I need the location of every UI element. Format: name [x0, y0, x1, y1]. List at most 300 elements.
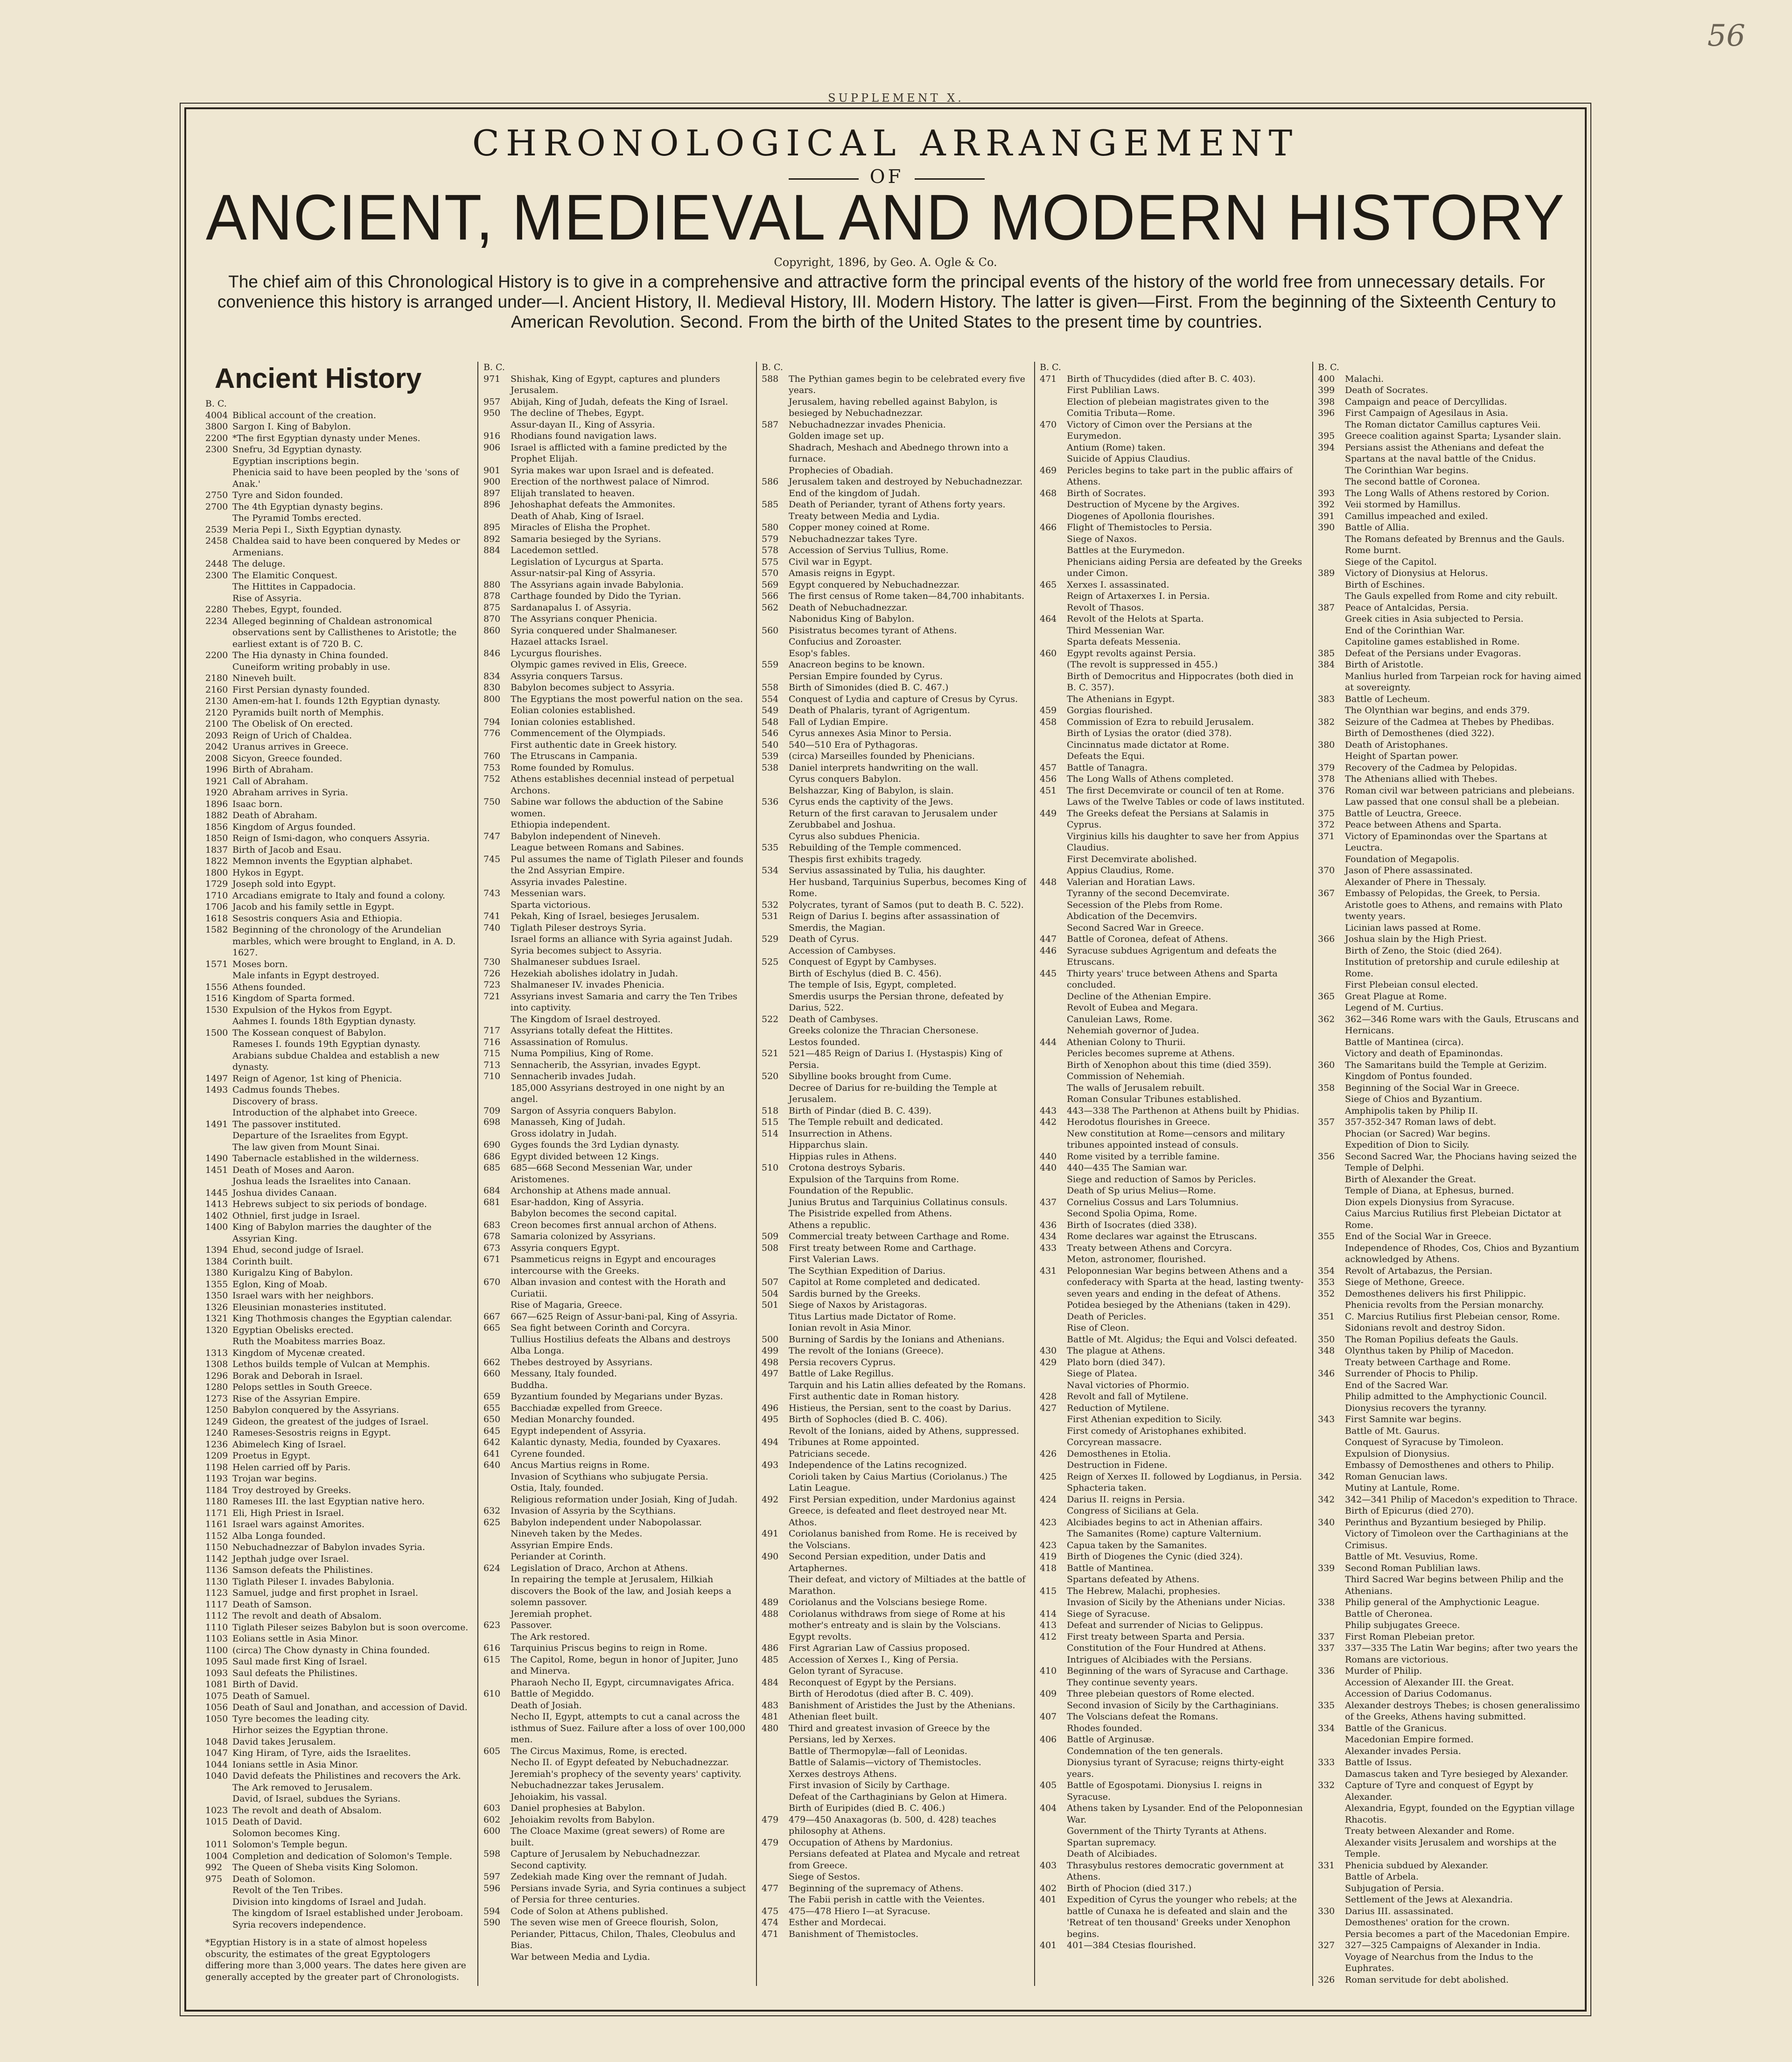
entry-text: Condemnation of the ten generals.: [1067, 1746, 1223, 1756]
entry-year: [1318, 1917, 1345, 1929]
timeline-entry: [483, 568, 749, 579]
entry-year: [483, 1380, 511, 1391]
entry-year: 2300: [205, 570, 228, 581]
entry-text: Lycurgus flourishes.: [511, 648, 602, 659]
entry-year: 683: [483, 1220, 501, 1230]
timeline-entry: [1040, 1459, 1305, 1471]
entry-year: 538: [762, 762, 779, 773]
entry-text: First Publilian Laws.: [1067, 385, 1160, 395]
entry-year: 1921: [205, 776, 228, 786]
entry-year: [1318, 1094, 1345, 1105]
entry-text: End of the Sacred War.: [1345, 1380, 1449, 1390]
entry-year: [1318, 1208, 1345, 1231]
entry-text: Death of Aristophanes.: [1345, 739, 1448, 750]
entry-year: 1056: [205, 1702, 228, 1712]
entry-year: [762, 979, 789, 991]
entry-text: Junius Brutus and Tarquinius Collatinus consuls.: [789, 1197, 1008, 1207]
timeline-entry: [483, 1037, 749, 1048]
entry-year: [1040, 671, 1067, 694]
timeline-entry: [1040, 1094, 1305, 1105]
entry-text: 443—338 The Parthenon at Athens built by Phidias.: [1067, 1105, 1300, 1116]
entry-year: [1040, 1437, 1067, 1448]
timeline-entry: [483, 1116, 749, 1128]
entry-text: Pekah, King of Israel, besieges Jerusalem.: [511, 911, 700, 921]
entry-text: The Elamitic Conquest.: [232, 570, 338, 581]
timeline-entry: [1040, 1242, 1305, 1254]
entry-year: 1044: [205, 1759, 228, 1770]
entry-text: Sennacherib invades Judah.: [511, 1071, 636, 1081]
timeline-entry: [1040, 373, 1305, 385]
entry-year: 489: [762, 1597, 779, 1607]
timeline-entry: [1040, 1231, 1305, 1242]
entry-text: Israel wars with her neighbors.: [232, 1291, 374, 1301]
entry-year: 520: [762, 1071, 779, 1081]
entry-text: The Volscians defeat the Romans.: [1067, 1711, 1218, 1722]
entry-text: Thespis first exhibits tragedy.: [789, 854, 922, 864]
entry-text: Herodotus flourishes in Greece.: [1067, 1117, 1211, 1127]
entry-text: Eli, High Priest in Israel.: [232, 1508, 344, 1518]
entry-year: [762, 1471, 789, 1494]
entry-year: 1150: [205, 1542, 228, 1552]
entry-text: First Agrarian Law of Cassius proposed.: [789, 1643, 970, 1653]
entry-year: [205, 661, 232, 673]
entry-year: 884: [483, 545, 501, 555]
entry-text: Revolt of the Helots at Sparta.: [1067, 614, 1204, 624]
entry-text: Birth of Epicurus (died 270).: [1345, 1506, 1474, 1516]
timeline-entry: [762, 1437, 1027, 1448]
timeline-entry: [1040, 453, 1305, 465]
timeline-entry: [762, 1265, 1027, 1277]
entry-year: 1240: [205, 1428, 228, 1438]
entry-year: 458: [1040, 716, 1057, 727]
entry-text: Battle of Megiddo.: [511, 1689, 594, 1699]
entry-text: Sennacherib, the Assyrian, invades Egypt.: [511, 1059, 701, 1070]
entry-text: Death of David.: [232, 1817, 302, 1827]
entry-text: The Roman dictator Camillus captures Veii.: [1345, 419, 1541, 430]
entry-text: Revolt of Thasos.: [1067, 602, 1144, 613]
entry-year: 404: [1040, 1803, 1057, 1813]
timeline-entry: [483, 1917, 749, 1951]
entry-year: 660: [483, 1368, 501, 1379]
entry-text: The Greeks defeat the Persians at Salamis in Cyprus.: [1067, 808, 1269, 830]
entry-year: 662: [483, 1357, 501, 1368]
entry-text: Rhodes founded.: [1067, 1723, 1142, 1733]
entry-year: 385: [1318, 648, 1335, 659]
entry-text: The revolt of the Ionians (Greece).: [789, 1346, 944, 1356]
entry-year: 1040: [205, 1771, 228, 1781]
entry-year: [762, 488, 789, 499]
entry-text: Pericles begins to take part in the public affairs of Athens.: [1067, 465, 1293, 487]
entry-year: [483, 1791, 511, 1803]
timeline-entry: [483, 716, 749, 728]
entry-text: Alexander invades Persia.: [1345, 1746, 1461, 1756]
entry-year: [1040, 511, 1067, 522]
entry-year: 1413: [205, 1199, 228, 1209]
entry-text: Death of Saul and Jonathan, and accession of David.: [232, 1702, 468, 1712]
entry-text: Capitoline games established in Rome.: [1345, 637, 1520, 647]
entry-year: [762, 1174, 789, 1185]
entry-text: Death of Phalaris, tyrant of Agrigentum.: [789, 705, 970, 715]
entry-text: Division into kingdoms of Israel and Judah.: [232, 1896, 427, 1907]
entry-year: [762, 1871, 789, 1883]
entry-text: Treaty between Media and Lydia.: [789, 511, 940, 521]
entry-text: Periander at Corinth.: [511, 1551, 606, 1562]
entry-text: Siege and reduction of Samos by Pericles.: [1067, 1174, 1256, 1185]
timeline-entry: [762, 1357, 1027, 1368]
entry-year: [1040, 1048, 1067, 1059]
timeline-entry: [205, 1599, 470, 1611]
entry-text: Tullius Hostilius defeats the Albans and destroys Alba Longa.: [511, 1334, 731, 1356]
timeline-entry: [1318, 385, 1583, 396]
entry-year: 1451: [205, 1164, 228, 1175]
entry-text: Carthage founded by Dido the Tyrian.: [511, 591, 681, 601]
entry-year: 1837: [205, 844, 228, 855]
entry-text: Samson defeats the Philistines.: [232, 1565, 373, 1575]
entry-text: Nebuchadnezzar of Babylon invades Syria.: [232, 1542, 425, 1552]
entry-year: [1318, 1174, 1345, 1185]
column-entries: [205, 410, 470, 1931]
timeline-entry: [1040, 511, 1305, 522]
entry-text: Manlius hurled from Tarpeian rock for having aimed at sovereignty.: [1345, 671, 1582, 693]
entry-year: [1318, 1688, 1345, 1700]
timeline-entry: [483, 1814, 749, 1826]
timeline-entry: [205, 1439, 470, 1451]
entry-text: Capture of Jerusalem by Nebuchadnezzar.: [511, 1849, 700, 1859]
timeline-entry: [1318, 476, 1583, 488]
timeline-entry: [1040, 1345, 1305, 1357]
entry-text: Samaria colonized by Assyrians.: [511, 1231, 656, 1241]
entry-text: Golden image set up.: [789, 431, 884, 441]
entry-year: 548: [762, 716, 779, 727]
entry-year: [1318, 1197, 1345, 1208]
entry-text: Defeat of the Carthaginians by Gelon at Himera.: [789, 1791, 1007, 1802]
timeline-entry: [1318, 1620, 1583, 1631]
entry-text: 185,000 Assyrians destroyed in one night by an angel.: [511, 1082, 725, 1104]
entry-text: Pisistratus becomes tyrant of Athens.: [789, 625, 957, 636]
entry-text: Rise of Magaria, Greece.: [511, 1300, 623, 1310]
entry-year: 1516: [205, 993, 228, 1003]
entry-year: 358: [1318, 1082, 1335, 1093]
entry-year: [1318, 877, 1345, 888]
entry-year: [1040, 1700, 1067, 1711]
entry-text: Assyrians totally defeat the Hittites.: [511, 1025, 673, 1036]
timeline-entry: [205, 1496, 470, 1508]
entry-text: Joshua slain by the High Priest.: [1345, 934, 1487, 944]
entry-year: [1318, 1448, 1345, 1460]
entry-text: Coriolanus banished from Rome. He is received by the Volscians.: [789, 1529, 1017, 1550]
timeline-entry: [205, 1896, 470, 1908]
entry-text: Jerusalem, having rebelled against Babylon, is besieged by Nebuchadnezzar.: [789, 396, 998, 418]
entry-text: Jeremiah prophet.: [511, 1608, 592, 1619]
entry-text: Ethiopia independent.: [511, 820, 610, 830]
timeline-entry: [205, 673, 470, 684]
entry-text: David, of Israel, subdues the Syrians.: [232, 1794, 401, 1804]
entry-text: The Capitol, Rome, begun in honor of Jupiter, Juno and Minerva.: [511, 1654, 738, 1676]
entry-year: [205, 1782, 232, 1794]
entry-year: 510: [762, 1163, 779, 1173]
timeline-entry: [205, 1587, 470, 1599]
timeline-entry: [483, 773, 749, 796]
entry-year: [1318, 1734, 1345, 1746]
timeline-entry: [762, 1654, 1027, 1666]
entry-year: [205, 1016, 232, 1027]
entry-year: 437: [1040, 1197, 1057, 1207]
timeline-entry: [205, 730, 470, 742]
entry-text: Bacchiadæ expelled from Greece.: [511, 1403, 663, 1413]
timeline-entry: [762, 1025, 1027, 1037]
timeline-entry: [1040, 419, 1305, 442]
entry-text: Death of Abraham.: [232, 810, 318, 821]
entry-text: Independence of Rhodes, Cos, Chios and Byzantium acknowledged by Athens.: [1345, 1242, 1579, 1264]
entry-text: The Romans defeated by Brennus and the Gauls. Rome burnt.: [1345, 533, 1565, 555]
timeline-entry: [762, 625, 1027, 637]
entry-year: 559: [762, 659, 779, 670]
entry-year: [205, 1725, 232, 1736]
timeline-entry: [1040, 590, 1305, 602]
entry-year: 685: [483, 1163, 501, 1173]
entry-year: 330: [1318, 1906, 1335, 1916]
entry-text: Sphacteria taken.: [1067, 1483, 1147, 1493]
entry-year: 360: [1318, 1059, 1335, 1070]
timeline-entry: [1040, 1025, 1305, 1037]
entry-year: [1040, 636, 1067, 648]
entry-text: King Hiram, of Tyre, aids the Israelites.: [232, 1748, 411, 1758]
timeline-entry: [205, 787, 470, 799]
timeline-entry: [1318, 1322, 1583, 1334]
entry-text: Philip subjugates Greece.: [1345, 1620, 1460, 1630]
timeline-entry: [1318, 522, 1583, 533]
entry-year: [205, 1096, 232, 1108]
entry-text: Rome declares war against the Etruscans.: [1067, 1231, 1257, 1241]
entry-text: Reign of Darius I. begins after assassination of Smerdis, the Magian.: [789, 911, 1000, 933]
timeline-entry: [762, 865, 1027, 877]
entry-text: Siege of Platea.: [1067, 1368, 1137, 1379]
entry-year: 1530: [205, 1004, 228, 1015]
entry-year: 332: [1318, 1780, 1335, 1790]
entry-year: 681: [483, 1197, 501, 1207]
entry-text: Peloponnesian War begins between Athens and a confederacy with Sparta at the head, lasting twenty-seven years and ending in the defeat of Athens.: [1067, 1265, 1304, 1299]
entry-year: 726: [483, 968, 501, 979]
timeline-entry: [205, 1016, 470, 1027]
entry-year: [483, 933, 511, 945]
entry-text: Introduction of the alphabet into Greece.: [232, 1108, 418, 1118]
entry-year: [1040, 1642, 1067, 1654]
entry-year: [1318, 945, 1345, 957]
entry-text: Battle of Egospotami. Dionysius I. reigns in Syracuse.: [1067, 1780, 1262, 1802]
entry-year: 1313: [205, 1347, 228, 1358]
timeline-entry: [205, 1038, 470, 1050]
timeline-entry: [1040, 991, 1305, 1003]
entry-year: 343: [1318, 1414, 1335, 1424]
entry-text: Phenicia revolts from the Persian monarchy.: [1345, 1300, 1544, 1310]
entry-year: [1318, 1883, 1345, 1894]
timeline-entry: [762, 602, 1027, 614]
timeline-entry: [1040, 694, 1305, 705]
entry-text: Expulsion of the Tarquins from Rome.: [789, 1174, 959, 1185]
entry-year: [1318, 899, 1345, 922]
entry-year: 752: [483, 774, 501, 784]
entry-text: (The revolt is suppressed in 455.): [1067, 659, 1218, 670]
entry-year: [1318, 1139, 1345, 1151]
entry-year: 1896: [205, 799, 228, 809]
entry-year: 525: [762, 957, 779, 967]
timeline-entry: [762, 1037, 1027, 1048]
entry-text: Caius Marcius Rutilius first Plebeian Dictator at Rome.: [1345, 1208, 1561, 1230]
entry-year: 655: [483, 1403, 501, 1413]
entry-text: Commission of Nehemiah.: [1067, 1071, 1185, 1081]
entry-text: Babylon independent under Nabopolassar.: [511, 1517, 702, 1528]
timeline-entry: [1040, 968, 1305, 991]
entry-year: 1198: [205, 1462, 228, 1473]
entry-text: Death of Alcibiades.: [1067, 1849, 1157, 1859]
entry-year: 2100: [205, 719, 228, 729]
entry-year: 610: [483, 1689, 501, 1699]
entry-year: 383: [1318, 694, 1335, 704]
entry-year: 2200: [205, 650, 228, 660]
entry-year: 429: [1040, 1357, 1057, 1368]
entry-text: First Plebeian consul elected.: [1345, 980, 1478, 990]
timeline-entry: [483, 1802, 749, 1814]
timeline-entry: [205, 1747, 470, 1759]
entry-text: Diogenes of Apollonia flourishes.: [1067, 511, 1215, 521]
intro-paragraph: The chief aim of this Chronological History is to give in a comprehensive and attractive form the principal events of the history of the world free from unnecessary details. For convenience this history is arranged under—I. Ancient History, II. Medieval History, III. Modern History. The latter is given—First. From the beginning of the Sixteenth Century to American Revolution. Second. From the birth of the United States to the present time by countries.: [217, 272, 1556, 331]
entry-year: [1040, 1185, 1067, 1197]
timeline-entry: [483, 1162, 749, 1185]
entry-year: 558: [762, 682, 779, 693]
entry-year: [1318, 705, 1345, 716]
timeline-entry: [483, 1551, 749, 1563]
timeline-entry: [205, 433, 470, 444]
entry-text: The decline of Thebes, Egypt.: [511, 408, 644, 418]
timeline-entry: [762, 1162, 1027, 1174]
timeline-entry: [1040, 877, 1305, 888]
entry-year: [483, 1494, 511, 1506]
timeline-entry: [1318, 1940, 1583, 1951]
entry-year: 382: [1318, 716, 1335, 727]
entry-text: Kingdom of Pontus founded.: [1345, 1071, 1472, 1081]
timeline-entry: [1040, 1608, 1305, 1620]
timeline-entry: [762, 899, 1027, 911]
entry-text: Siege of Sestos.: [789, 1872, 861, 1882]
timeline-entry: [1318, 1768, 1583, 1780]
entry-year: 508: [762, 1242, 779, 1253]
entry-text: Accession of Servius Tullius, Rome.: [789, 545, 949, 555]
timeline-entry: [1318, 1116, 1583, 1128]
entry-year: [762, 1380, 789, 1391]
timeline-entry: [1318, 956, 1583, 979]
entry-text: Revolt of Artabazus, the Persian.: [1345, 1265, 1493, 1276]
timeline-entry: [762, 762, 1027, 774]
timeline-entry: [205, 1793, 470, 1805]
entry-text: Moses born.: [232, 959, 288, 969]
column-entries: [1318, 373, 1583, 1986]
timeline-entry: [1040, 739, 1305, 751]
entry-text: Hipparchus slain.: [789, 1140, 868, 1150]
entry-year: [1318, 728, 1345, 739]
entry-text: Saul made first King of Israel.: [232, 1656, 367, 1667]
entry-text: Alleged beginning of Chaldean astronomical observations sent by Callisthenes to Aristotle; the earliest extant is of 720 B. C.: [232, 616, 457, 649]
timeline-entry: [483, 1322, 749, 1334]
entry-year: [483, 568, 511, 579]
entry-text: Capua taken by the Samanites.: [1067, 1540, 1207, 1550]
entry-text: Call of Abraham.: [232, 776, 308, 786]
timeline-entry: [762, 659, 1027, 671]
timeline-entry: [1040, 1894, 1305, 1940]
entry-year: 750: [483, 797, 501, 807]
timeline-entry: [1318, 1231, 1583, 1242]
timeline-entry: [483, 1768, 749, 1780]
entry-text: Rameses-Sesostris reigns in Egypt.: [232, 1428, 391, 1438]
timeline-entry: [1040, 865, 1305, 877]
timeline-entry: [483, 1471, 749, 1483]
timeline-entry: [1040, 1014, 1305, 1025]
entry-year: 713: [483, 1059, 501, 1070]
entry-text: Canuleian Laws, Rome.: [1067, 1014, 1173, 1024]
entry-year: 716: [483, 1037, 501, 1047]
entry-year: 597: [483, 1872, 501, 1882]
timeline-entry: [1318, 1448, 1583, 1460]
timeline-entry: [205, 1690, 470, 1702]
timeline-entry: [1040, 1414, 1305, 1425]
entry-text: Nehemiah governor of Judea.: [1067, 1025, 1199, 1036]
footnote: *Egyptian History is in a state of almost hopeless obscurity, the estimates of the great Egyptologers differing more than 3,000 years. The dates here given are generally accepted by the greater part of Chronologists.: [205, 1937, 466, 1982]
entry-year: [1040, 659, 1067, 671]
supplement-heading: SUPPLEMENT X.: [828, 91, 964, 105]
timeline-entry: [205, 1004, 470, 1016]
entry-year: 501: [762, 1300, 779, 1310]
entry-text: Belshazzar, King of Babylon, is slain.: [789, 785, 954, 796]
entry-year: [1318, 533, 1345, 556]
entry-year: 327: [1318, 1940, 1335, 1950]
timeline-entry: [1318, 1551, 1583, 1563]
entry-year: 488: [762, 1608, 779, 1619]
entry-year: [205, 970, 232, 982]
timeline-entry: [483, 1276, 749, 1299]
entry-year: 3800: [205, 421, 228, 432]
timeline-entry: [483, 1654, 749, 1677]
entry-text: The walls of Jerusalem rebuilt.: [1067, 1082, 1205, 1093]
timeline-entry: [762, 1883, 1027, 1894]
entry-text: Potidea besieged by the Athenians (taken in 429).: [1067, 1300, 1291, 1310]
entry-year: 670: [483, 1277, 501, 1287]
entry-text: Banishment of Themistocles.: [789, 1929, 919, 1939]
timeline-entry: [1318, 922, 1583, 934]
timeline-entry: [205, 1107, 470, 1119]
entry-text: Institution of pretorship and curule edileship at Rome.: [1345, 957, 1560, 979]
entry-text: Assyria conquers Tarsus.: [511, 671, 623, 681]
entry-text: Solomon becomes King.: [232, 1828, 340, 1838]
entry-year: 578: [762, 545, 779, 555]
entry-text: Ancus Martius reigns in Rome.: [511, 1460, 650, 1470]
entry-text: End of the Corinthian War.: [1345, 625, 1465, 636]
timeline-entry: [483, 659, 749, 671]
timeline-entry: [1040, 1471, 1305, 1483]
entry-year: 1800: [205, 867, 228, 878]
timeline-entry: [483, 373, 749, 396]
entry-text: Fall of Lydian Empire.: [789, 716, 889, 727]
entry-year: [762, 1220, 789, 1231]
entry-year: 403: [1040, 1860, 1057, 1871]
entry-text: Rome founded by Romulus.: [511, 762, 634, 773]
entry-year: 2458: [205, 536, 228, 546]
entry-text: Battle of Mt. Gaurus.: [1345, 1425, 1440, 1436]
timeline-entry: [205, 1153, 470, 1164]
entry-text: Appius Claudius, Rome.: [1067, 865, 1174, 876]
entry-text: Memnon invents the Egyptian alphabet.: [232, 856, 413, 866]
entry-year: [1040, 1746, 1067, 1757]
entry-text: Birth of Herodotus (died after B. C. 409).: [789, 1689, 974, 1699]
entry-text: Battle of Leuctra, Greece.: [1345, 808, 1462, 819]
